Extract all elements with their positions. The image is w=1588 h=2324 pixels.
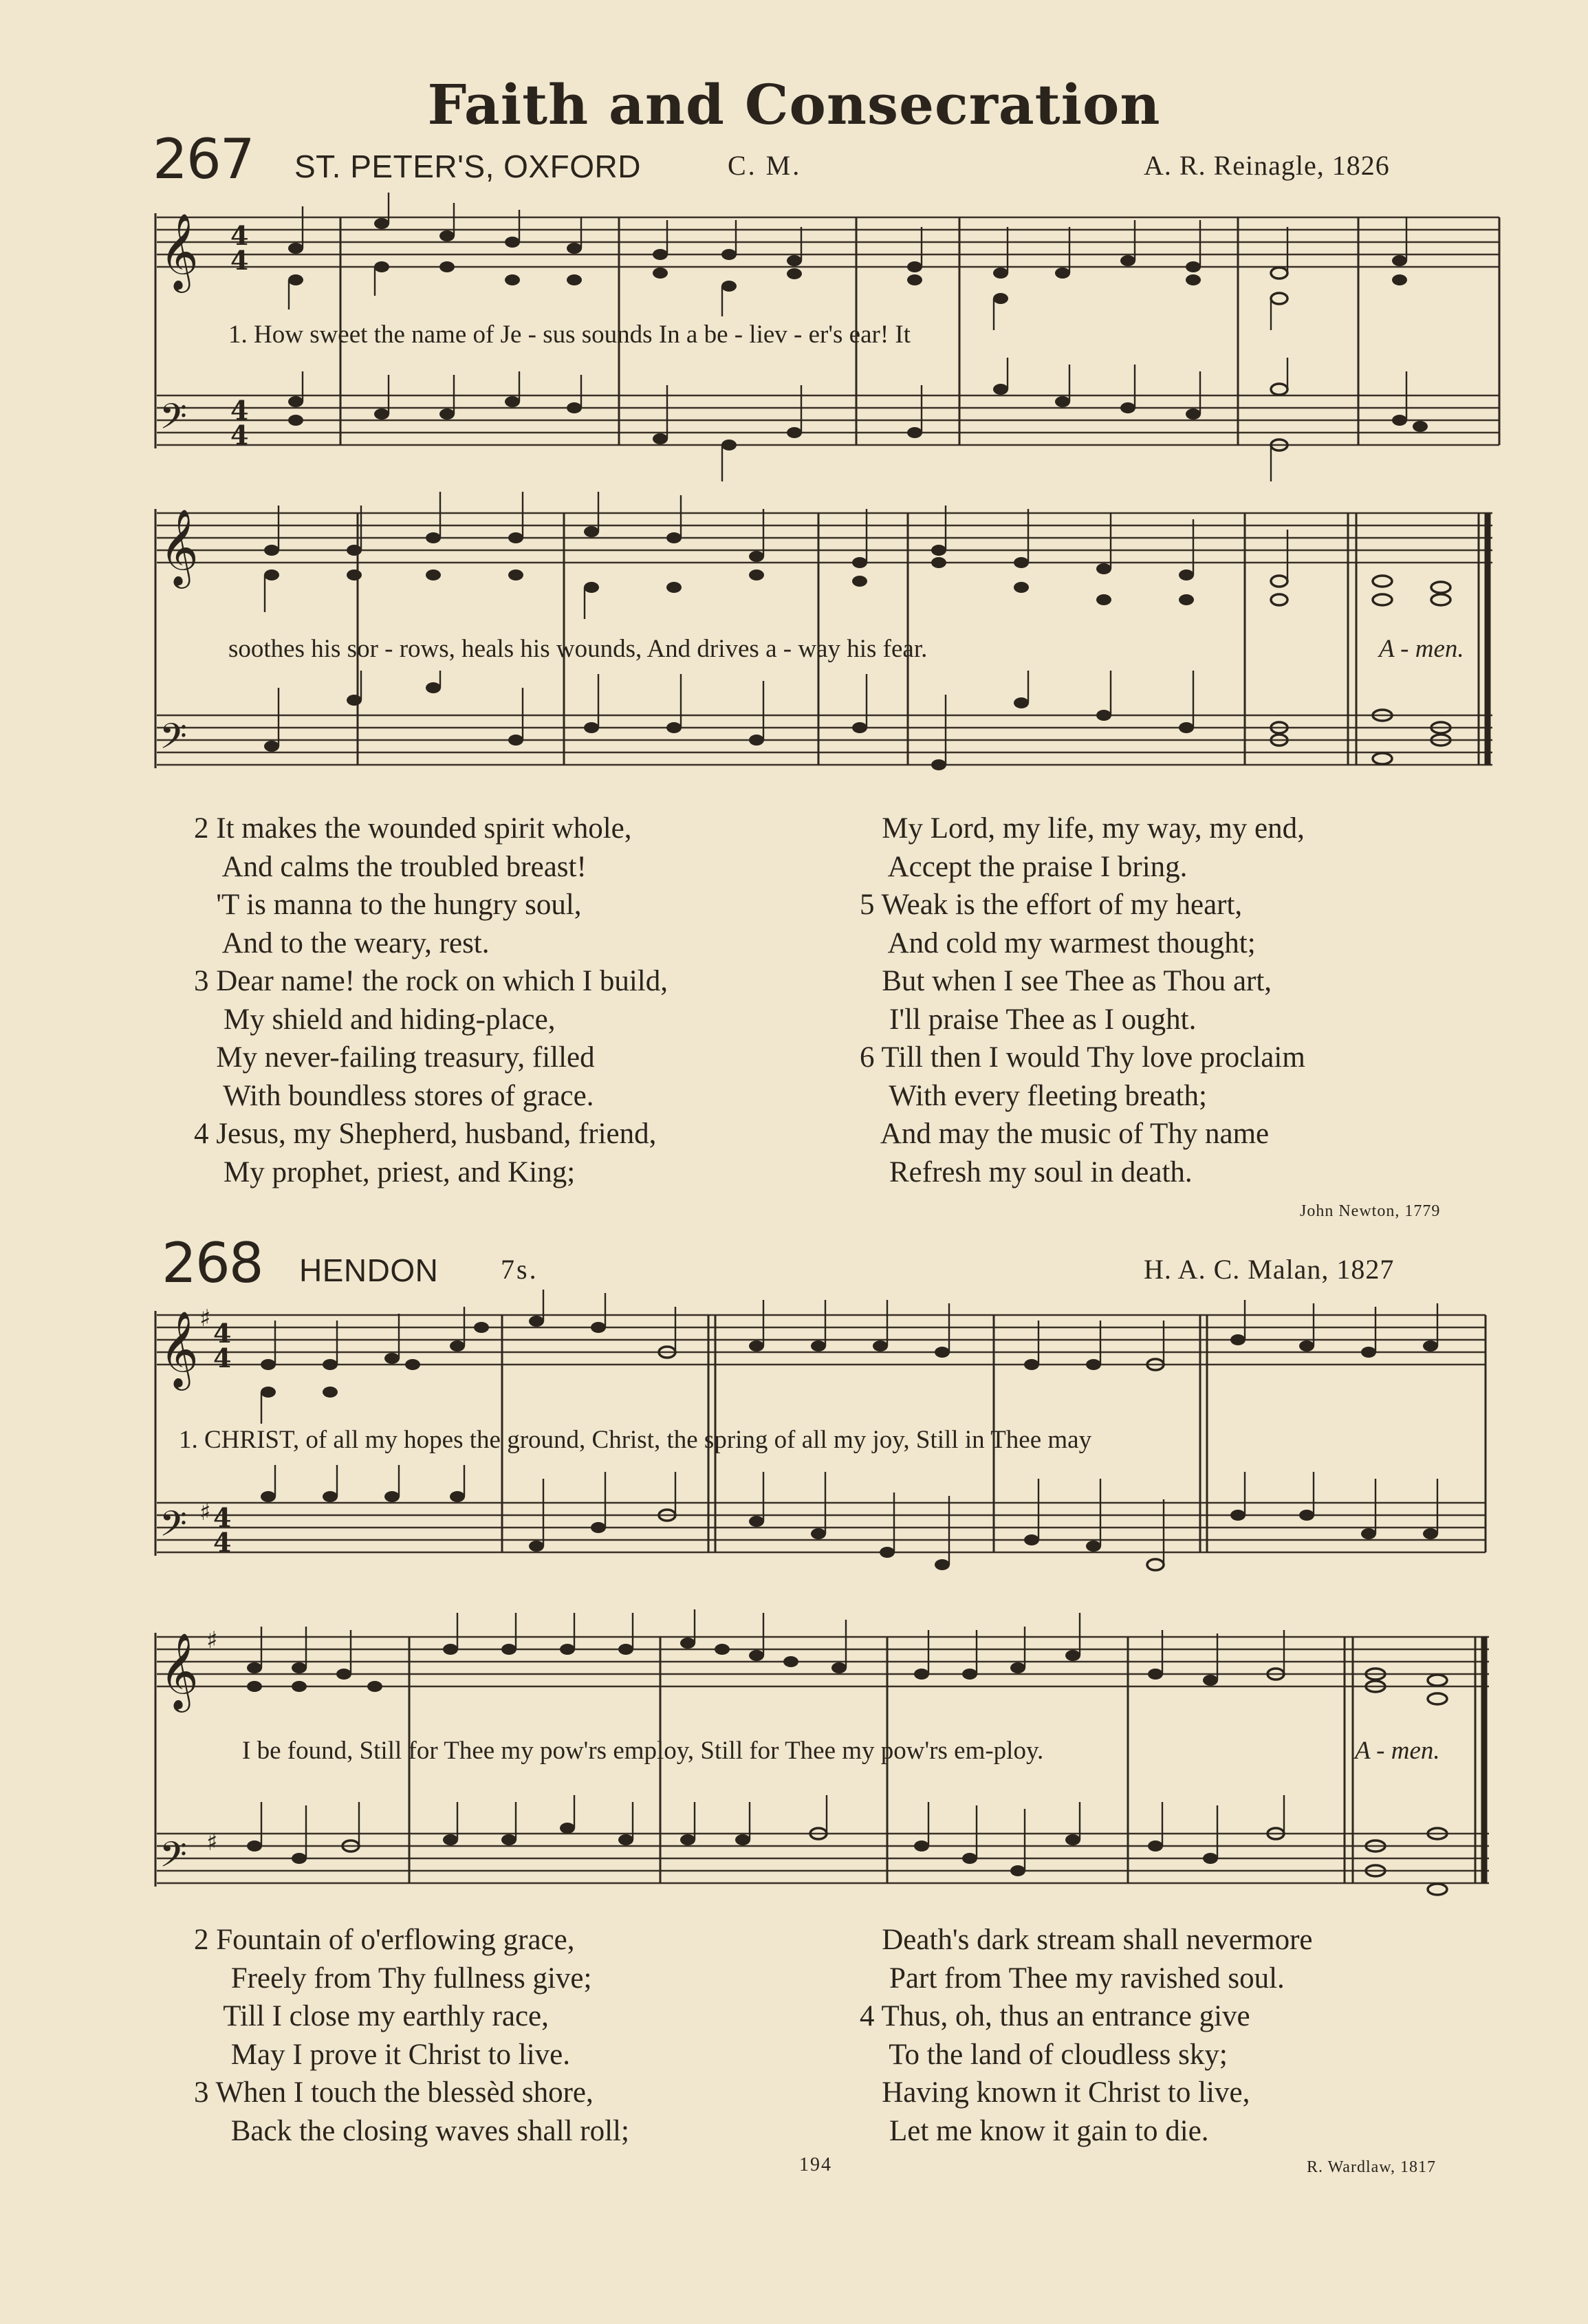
svg-text:𝄞: 𝄞 (160, 1632, 199, 1709)
lyrics-268-line2: I be found, Still for Thee my pow'rs employ, Still for Thee my pow'rs em-ploy. (242, 1737, 1044, 1765)
hymn-number: 267 (153, 127, 254, 191)
meter: 7s. (501, 1254, 539, 1285)
svg-text:♯: ♯ (199, 1499, 211, 1526)
amen-268: A - men. (1355, 1737, 1440, 1765)
svg-text:𝄢: 𝄢 (160, 715, 187, 765)
svg-text:4: 4 (213, 1343, 232, 1373)
author-credit-267: John Newton, 1779 (1300, 1202, 1441, 1220)
svg-text:4: 4 (230, 245, 249, 276)
svg-text:4: 4 (213, 1527, 232, 1558)
page-number: 194 (799, 2154, 832, 2175)
verses-267-left: 2 It makes the wounded spirit whole, And calms the troubled breast! 'T is manna to the hungry soul, And to the weary, rest. 3 Dear name! the rock on which I build, My shield and hiding-place, My never-failing treasury, filled With boundless stores of grace. 4 Jesus, my Shepherd, husband, friend, My prophet, priest, and King; (194, 812, 668, 1188)
hymn-number: 268 (162, 1231, 263, 1295)
bass-clef: 𝄢 (160, 395, 187, 446)
time-signature: 4 (230, 220, 249, 251)
tune-name: HENDON (299, 1252, 439, 1288)
section-title: Faith and Consecration (427, 72, 1161, 137)
lyrics-267-line2: soothes his sor - rows, heals his wounds, And drives a - way his fear. (228, 635, 928, 663)
treble-clef: 𝄞 (160, 213, 199, 290)
svg-text:4: 4 (230, 395, 249, 426)
verses-268-right: Death's dark stream shall nevermore Part from Thee my ravished soul. 4 Thus, oh, thus an entrance give To the land of cloudless sky; Having known it Christ to live, Let me know it gain to die. (860, 1924, 1313, 2147)
svg-text:4: 4 (213, 1318, 232, 1349)
svg-text:♯: ♯ (206, 1627, 218, 1654)
verses-268-left: 2 Fountain of o'erflowing grace, Freely from Thy fullness give; Till I close my earthly race, May I prove it Christ to live. 3 When I touch the blessèd shore, Back the closing waves shall roll; (194, 1924, 629, 2147)
svg-text:♯: ♯ (206, 1829, 218, 1856)
lyrics-268-line1: 1. CHRIST, of all my hopes the ground, Christ, the spring of all my joy, Still in Thee may (179, 1426, 1092, 1454)
svg-text:𝄢: 𝄢 (160, 1503, 187, 1553)
lyrics-267-line1: 1. How sweet the name of Je - sus sounds In a be - liev - er's ear! It (228, 321, 911, 349)
svg-text:4: 4 (213, 1502, 232, 1533)
composer: A. R. Reinagle, 1826 (1144, 150, 1390, 181)
meter: C. M. (728, 150, 802, 181)
composer: H. A. C. Malan, 1827 (1144, 1254, 1395, 1285)
svg-text:𝄞: 𝄞 (160, 1310, 199, 1387)
amen-267: A - men. (1379, 635, 1464, 663)
tune-name: ST. PETER'S, OXFORD (294, 149, 641, 184)
svg-text:4: 4 (230, 420, 249, 450)
treble-staff-268-2 (157, 1637, 1489, 1686)
author-credit-268: R. Wardlaw, 1817 (1307, 2158, 1437, 2176)
svg-text:𝄞: 𝄞 (160, 508, 199, 585)
svg-text:𝄢: 𝄢 (160, 1834, 187, 1884)
svg-text:♯: ♯ (199, 1305, 211, 1332)
verses-267-right: My Lord, my life, my way, my end, Accept the praise I bring. 5 Weak is the effort of my heart, And cold my warmest thought; But when I see Thee as Thou art, I'll praise Thee as I ought. 6 Till then I would Thy love proclaim With every fleeting breath; And may the music of Thy name Refresh my soul in death. (860, 812, 1305, 1188)
